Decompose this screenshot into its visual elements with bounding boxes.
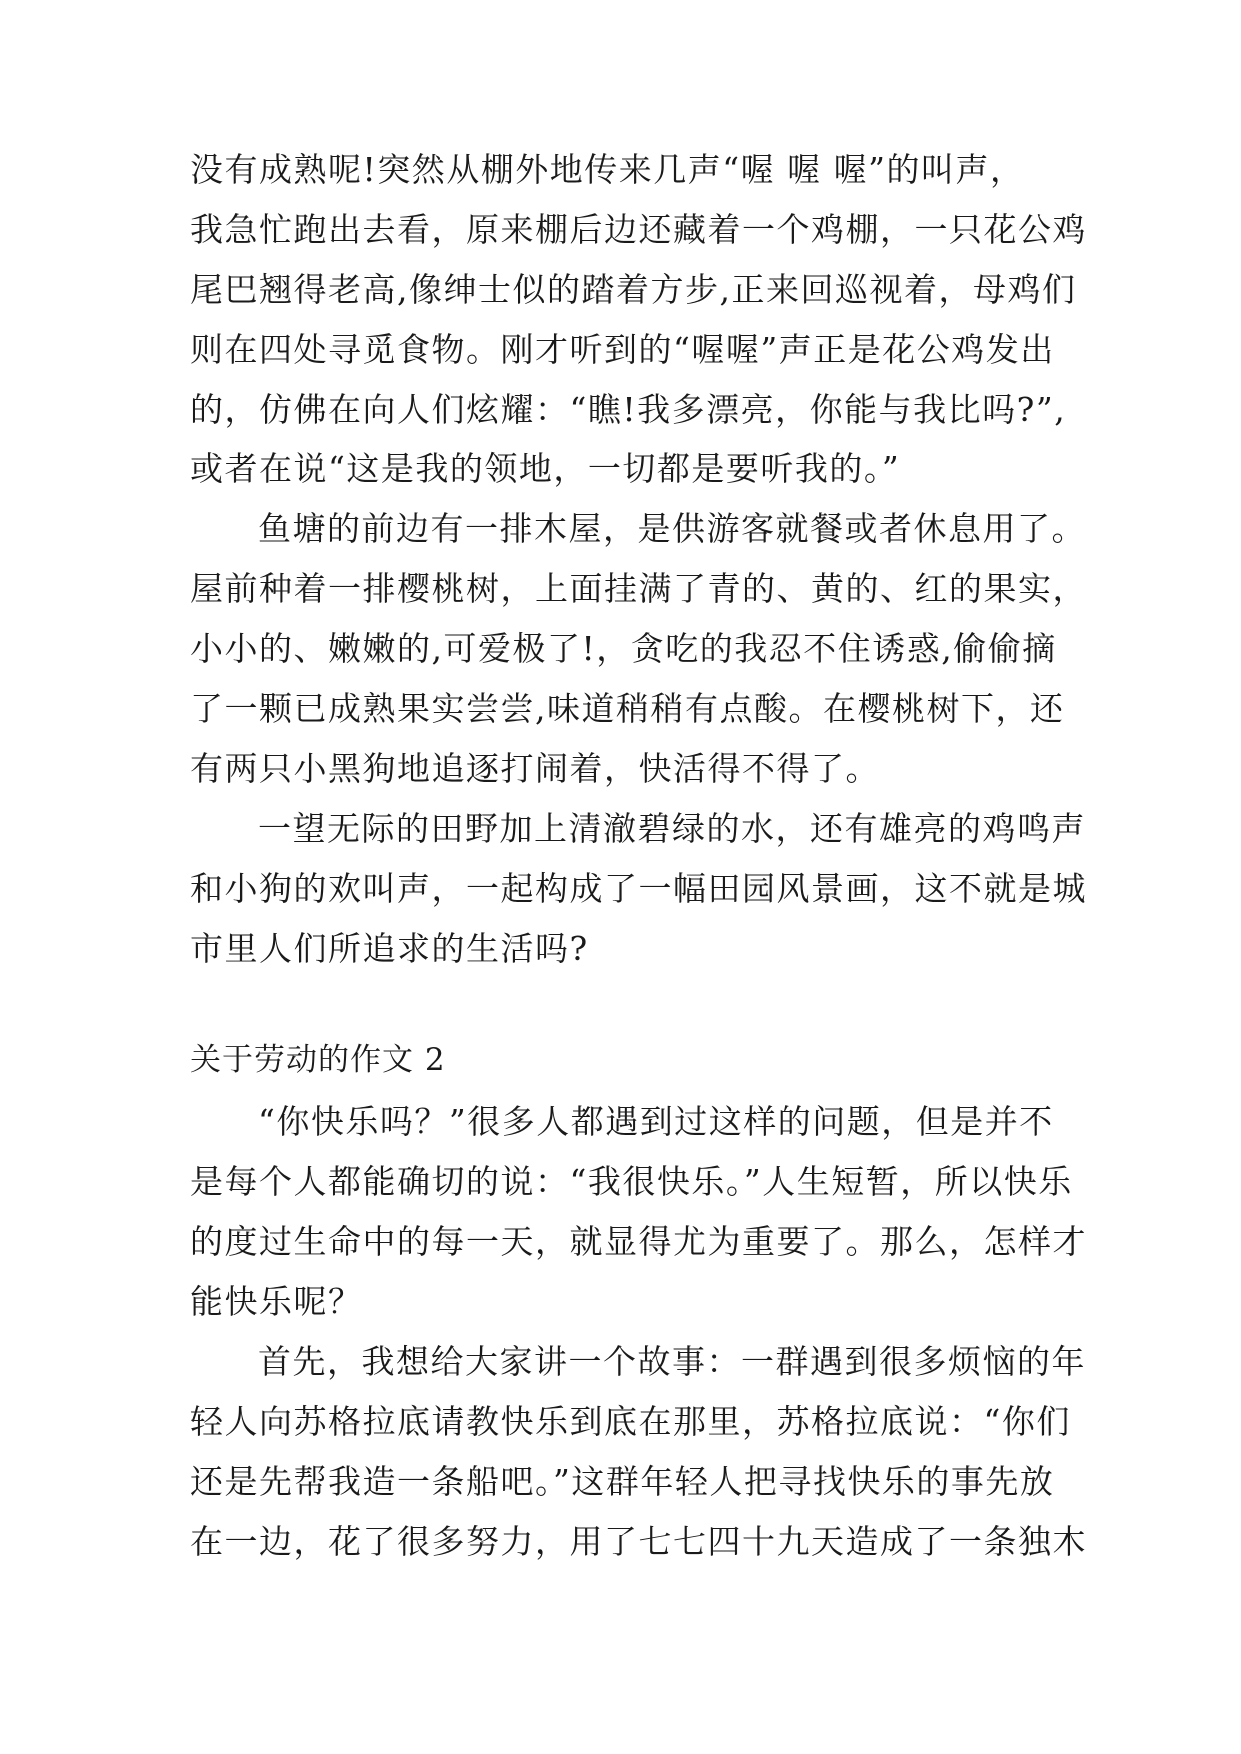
text-line: 是每个人都能确切的说：“我很快乐。”人生短暂，所以快乐 bbox=[190, 1162, 1073, 1201]
text-line: 的度过生命中的每一天，就显得尤为重要了。那么，怎样才 bbox=[190, 1222, 1087, 1261]
text-line: 则在四处寻觅食物。刚才听到的“喔喔”声正是花公鸡发出 bbox=[190, 330, 1055, 369]
text-line: 和小狗的欢叫声，一起构成了一幅田园风景画，这不就是城 bbox=[190, 869, 1087, 908]
text-line: 我急忙跑出去看，原来棚后边还藏着一个鸡棚，一只花公鸡 bbox=[190, 210, 1087, 249]
section-heading: 关于劳动的作文 2 bbox=[190, 1042, 446, 1078]
text-line: 轻人向苏格拉底请教快乐到底在那里，苏格拉底说：“你们 bbox=[190, 1402, 1071, 1441]
text-line: 屋前种着一排樱桃树，上面挂满了青的、黄的、红的果实， bbox=[190, 569, 1087, 608]
text-line: 没有成熟呢!突然从棚外地传来几声“喔 喔 喔”的叫声， bbox=[190, 150, 1025, 189]
text-line: 在一边，花了很多努力，用了七七四十九天造成了一条独木 bbox=[190, 1522, 1087, 1561]
text-line: 市里人们所追求的生活吗? bbox=[190, 929, 589, 968]
text-line: 首先，我想给大家讲一个故事：一群遇到很多烦恼的年 bbox=[258, 1342, 1086, 1381]
text-line: 尾巴翘得老高,像绅士似的踏着方步,正来回巡视着，母鸡们 bbox=[190, 270, 1077, 309]
text-line: 有两只小黑狗地追逐打闹着，快活得不得了。 bbox=[190, 749, 880, 788]
text-line: 还是先帮我造一条船吧。”这群年轻人把寻找快乐的事先放 bbox=[190, 1462, 1055, 1501]
text-line: 了一颗已成熟果实尝尝,味道稍稍有点酸。在樱桃树下，还 bbox=[190, 689, 1065, 728]
text-line: 能快乐呢？ bbox=[190, 1282, 363, 1321]
text-line: 鱼塘的前边有一排木屋，是供游客就餐或者休息用了。 bbox=[258, 509, 1086, 548]
text-line: 一望无际的田野加上清澈碧绿的水，还有雄亮的鸡鸣声 bbox=[258, 809, 1086, 848]
text-line: 或者在说“这是我的领地，一切都是要听我的。” bbox=[190, 449, 901, 488]
text-line: 小小的、嫩嫩的,可爱极了!，贪吃的我忍不住诱惑,偷偷摘 bbox=[190, 629, 1057, 668]
text-line: “你快乐吗？”很多人都遇到过这样的问题，但是并不 bbox=[258, 1102, 1054, 1141]
text-line: 的，仿佛在向人们炫耀：“瞧!我多漂亮，你能与我比吗?”, bbox=[190, 390, 1067, 429]
